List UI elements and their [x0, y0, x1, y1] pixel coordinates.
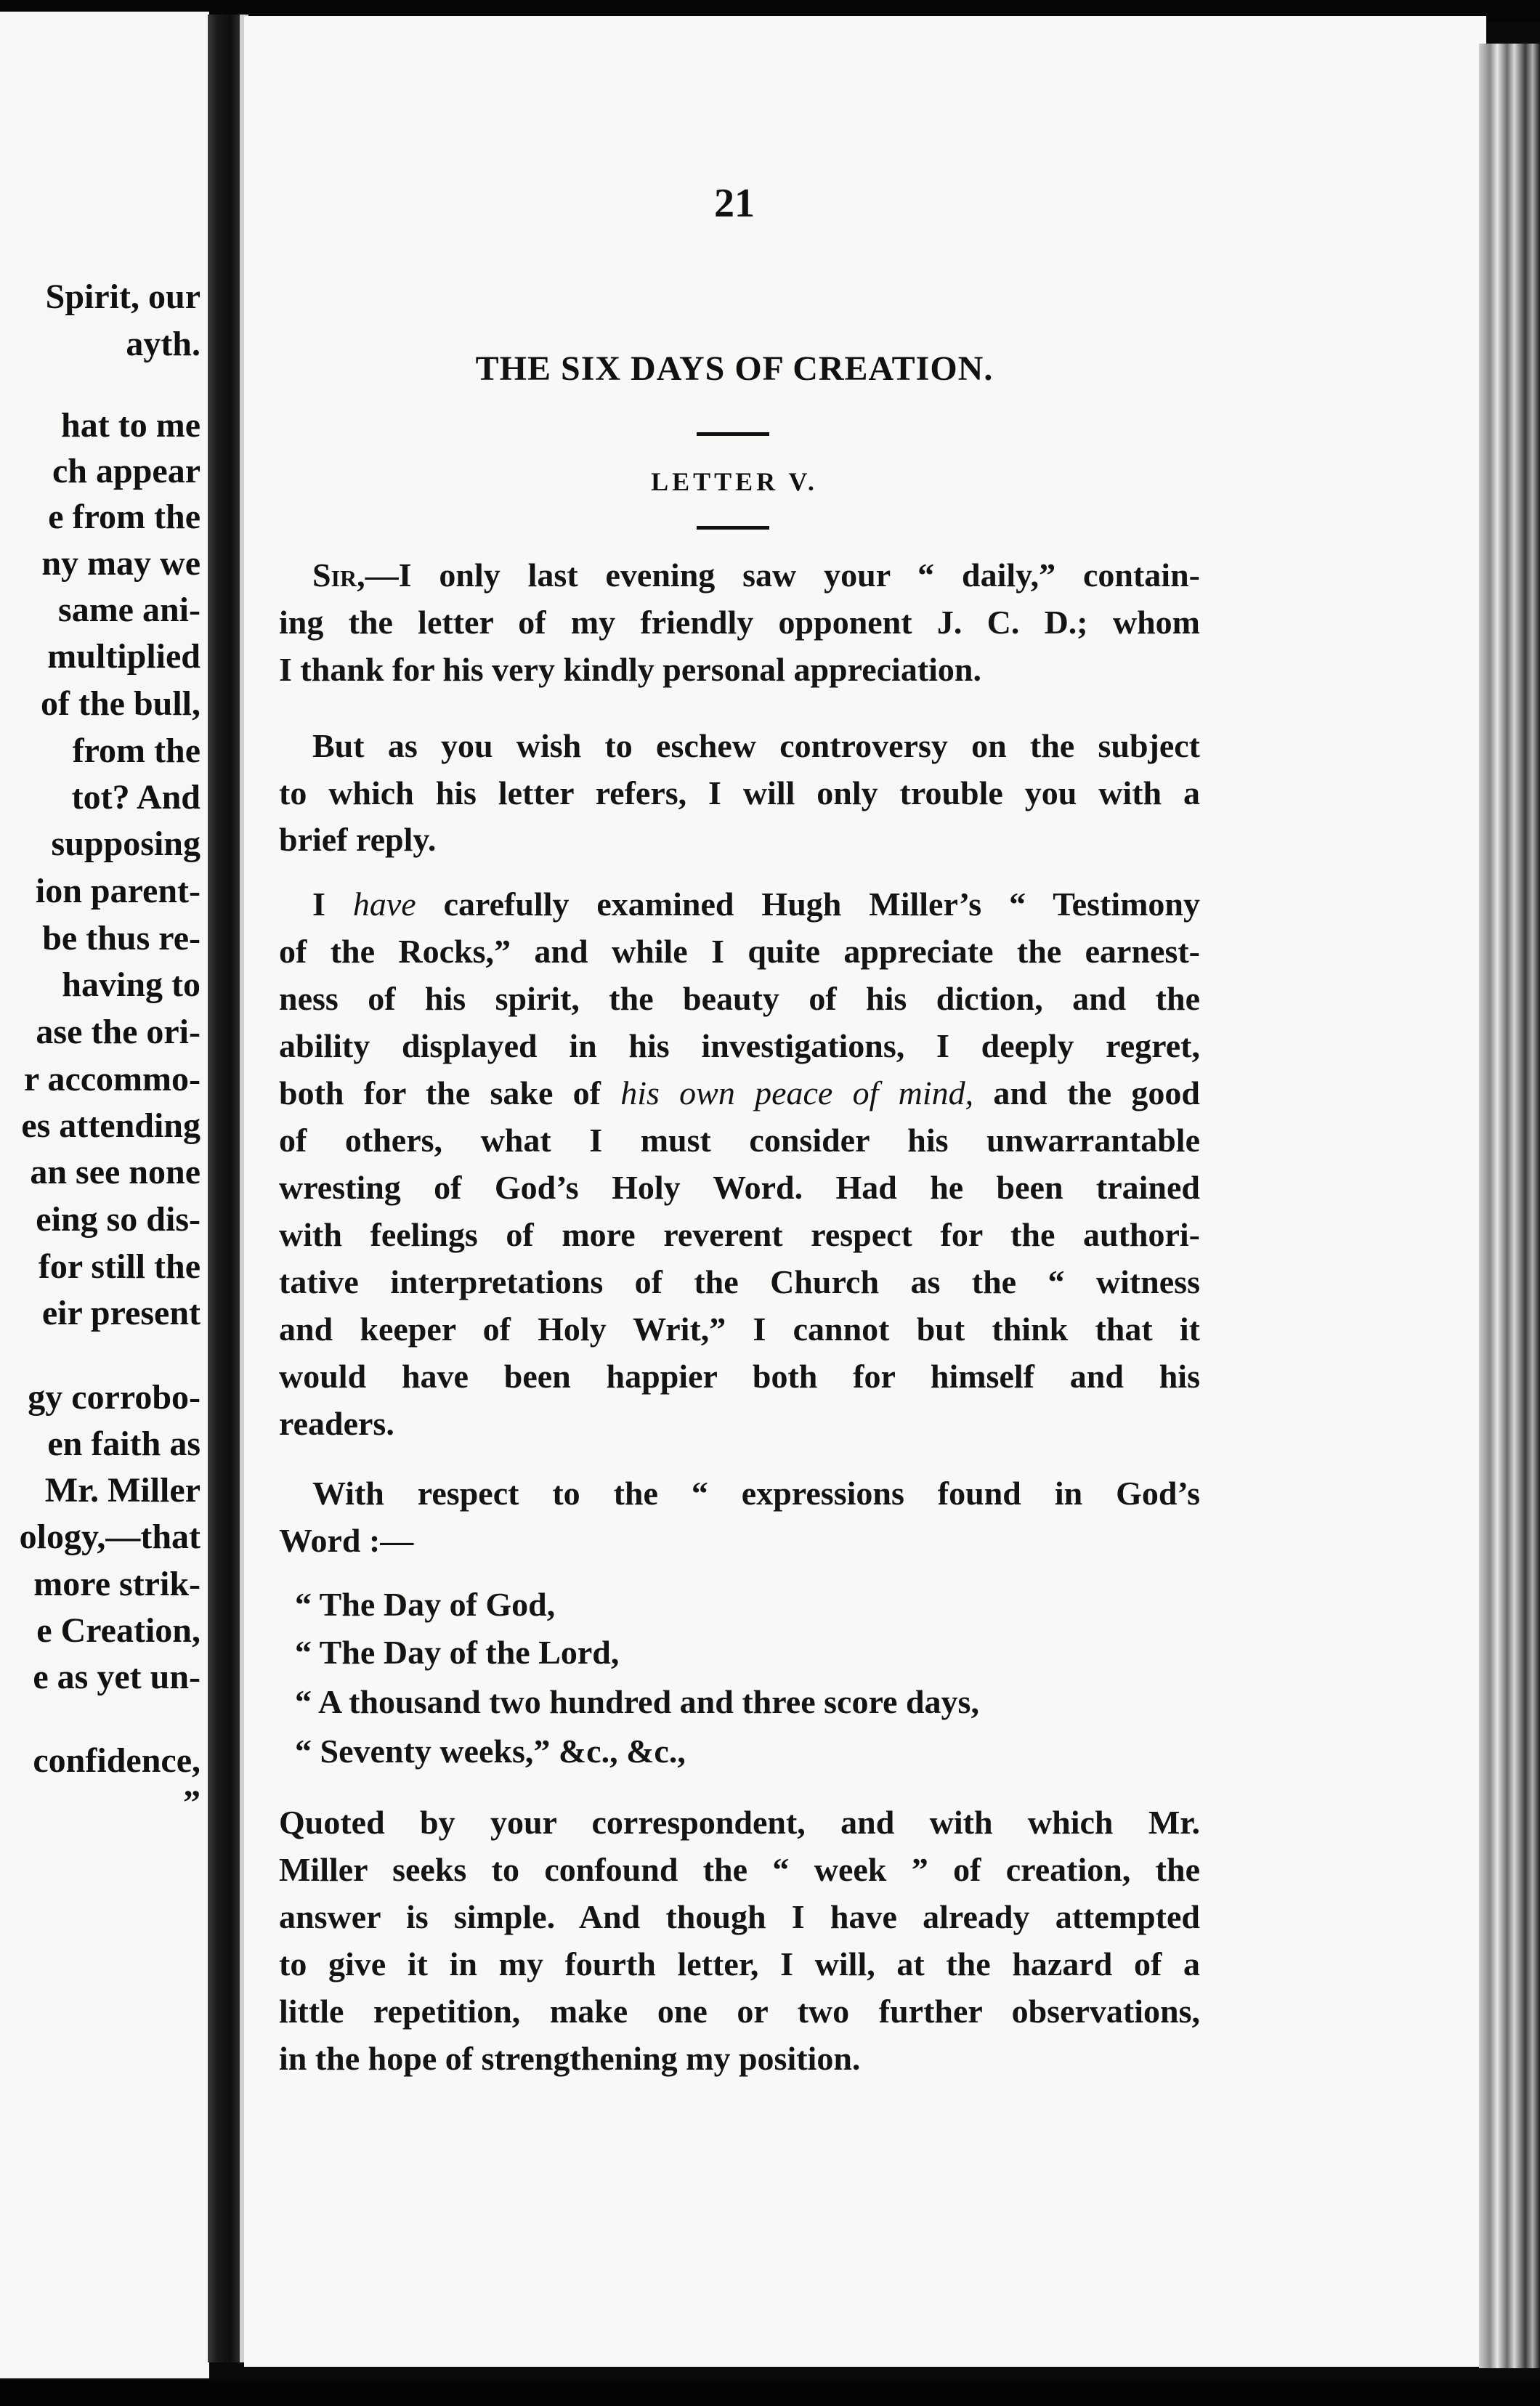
left-line: of the bull,	[40, 684, 200, 723]
paragraph-5-line: to give it in my fourth letter, I will, at the hazard of a	[279, 1945, 1200, 1982]
text-span: and the good	[973, 1074, 1200, 1111]
paragraph-3-line: tative interpretations of the Church as the “ witness	[279, 1263, 1200, 1300]
left-line: Spirit, our	[45, 278, 200, 316]
left-line: be thus re-	[42, 919, 200, 957]
letter-heading: LETTER V.	[651, 467, 818, 496]
left-line: eir present	[41, 1294, 200, 1332]
left-line: for still the	[38, 1247, 200, 1286]
paragraph-5-line: Quoted by your correspondent, and with which Mr.	[279, 1804, 1200, 1841]
left-line: multiplied	[47, 637, 200, 676]
main-page	[244, 16, 1486, 2367]
page-edge-stack	[1479, 44, 1540, 2368]
paragraph-2-line: to which his letter refers, I will only trouble you with a	[279, 774, 1200, 811]
paragraph-5-line: in the hope of strengthening my position.	[279, 2040, 861, 2077]
paragraph-3-line: wresting of God’s Holy Word. Had he been trained	[279, 1169, 1200, 1206]
text-span: —I only last evening saw your “ daily,” contain-	[365, 556, 1200, 594]
quoted-expression: “ Seventy weeks,” &c., &c.,	[295, 1733, 686, 1770]
left-line: ion parent-	[35, 872, 200, 910]
quoted-expression: “ A thousand two hundred and three score days,	[295, 1683, 979, 1720]
quoted-expression: “ The Day of the Lord,	[295, 1634, 620, 1671]
left-line: e Creation,	[36, 1611, 200, 1650]
paragraph-3-line: would have been happier both for himself and his	[279, 1358, 1200, 1395]
paragraph-3-line: of others, what I must consider his unwarrantable	[279, 1122, 1200, 1159]
left-line: e from the	[48, 498, 200, 536]
quoted-expression: “ The Day of God,	[295, 1586, 556, 1623]
left-line: ”	[183, 1783, 200, 1822]
title-rule	[697, 432, 769, 436]
paragraph-4-line: Word :—	[279, 1522, 414, 1559]
left-line: gy corrobo-	[28, 1378, 200, 1417]
page-number: 21	[714, 181, 755, 226]
paragraph-3-line: of the Rocks,” and while I quite appreciate the earnest-	[279, 933, 1200, 970]
paragraph-3-line	[312, 885, 1200, 923]
text-span: carefully examined Hugh Miller’s “ Testimony	[416, 886, 1200, 923]
paragraph-1-line: ing the letter of my friendly opponent J. C. D.; whom	[279, 604, 1200, 641]
left-line: ology,—that	[19, 1518, 200, 1556]
text-span: I	[312, 886, 353, 923]
paragraph-5-line: Miller seeks to confound the “ week ” of creation, the	[279, 1851, 1200, 1888]
left-line: ase the ori-	[36, 1013, 200, 1051]
left-line: from the	[72, 732, 200, 770]
left-line: ch appear	[52, 452, 200, 490]
paragraph-3-line	[279, 1074, 1200, 1112]
left-line: more strik-	[33, 1565, 200, 1603]
paragraph-2-line: brief reply.	[279, 821, 437, 858]
left-line: en faith as	[47, 1425, 200, 1463]
left-line: confidence,	[33, 1741, 200, 1780]
scan-bottom-border	[0, 2380, 1540, 2406]
left-line: same ani-	[58, 591, 200, 629]
left-line: r accommo-	[24, 1060, 200, 1098]
page-title: THE SIX DAYS OF CREATION.	[475, 349, 994, 388]
paragraph-1-line: I thank for his very kindly personal appreciation.	[279, 651, 982, 688]
salutation: Sir,	[312, 556, 365, 594]
left-line: Mr. Miller	[44, 1471, 200, 1510]
book-gutter	[208, 15, 240, 2362]
left-line: eing so dis-	[36, 1200, 200, 1239]
paragraph-5-line: answer is simple. And though I have already attempted	[279, 1898, 1200, 1935]
paragraph-5-line: little repetition, make one or two further observations,	[279, 1993, 1200, 2030]
left-line: an see none	[30, 1153, 200, 1191]
paragraph-3-line: readers.	[279, 1405, 394, 1442]
left-line: es attending	[21, 1106, 200, 1145]
paragraph-3-line: with feelings of more reverent respect for the authori-	[279, 1216, 1200, 1253]
left-line: having to	[62, 965, 200, 1004]
paragraph-4-line: With respect to the “ expressions found in God’s	[312, 1475, 1200, 1512]
paragraph-3-line: and keeper of Holy Writ,” I cannot but think that it	[279, 1311, 1200, 1348]
left-line: ayth.	[126, 325, 200, 363]
left-line: hat to me	[61, 406, 200, 445]
left-line: e as yet un-	[33, 1658, 200, 1696]
left-line: ny may we	[41, 544, 200, 583]
emphasis: his own peace of mind,	[620, 1074, 974, 1111]
paragraph-3-line: ability displayed in his investigations, I deeply regret,	[279, 1027, 1200, 1064]
previous-page-fragment	[0, 12, 209, 2378]
left-line: supposing	[51, 825, 200, 863]
left-line: tot? And	[71, 778, 200, 817]
heading-rule	[697, 526, 769, 530]
emphasis: have	[352, 886, 416, 923]
paragraph-2-line: But as you wish to eschew controversy on the subject	[312, 727, 1200, 764]
paragraph-1-line	[312, 556, 1200, 594]
paragraph-3-line: ness of his spirit, the beauty of his diction, and the	[279, 980, 1200, 1017]
text-span: both for the sake of	[279, 1074, 621, 1111]
